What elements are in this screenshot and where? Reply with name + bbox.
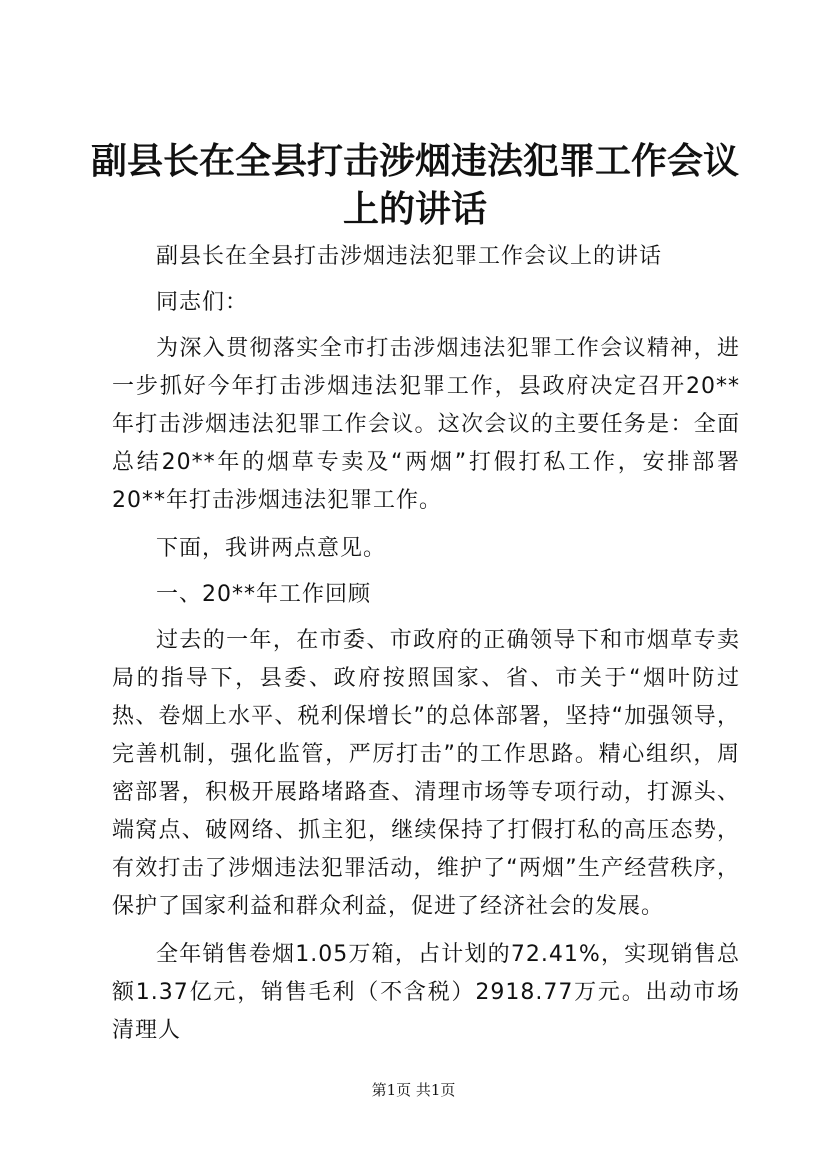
body-paragraph: 全年销售卷烟1.05万箱，占计划的72.41%，实现销售总额1.37亿元，销售毛利（不含税）2918.77万元。出动市场清理人	[112, 942, 740, 1043]
body-paragraph: 为深入贯彻落实全市打击涉烟违法犯罪工作会议精神，进一步抓好今年打击涉烟违法犯罪工作，县政府决定召开20**年打击涉烟违法犯罪工作会议。这次会议的主要任务是：全面总结20**年的烟草专卖及“两烟”打假打私工作，安排部署20**年打击涉烟违法犯罪工作。	[112, 336, 740, 513]
subtitle-paragraph: 副县长在全县打击涉烟违法犯罪工作会议上的讲话	[156, 244, 663, 269]
section-heading: 一、20**年工作回顾	[156, 582, 371, 607]
salutation-paragraph: 同志们：	[156, 290, 249, 315]
page-number-footer: 第1页 共1页	[371, 1081, 456, 1099]
document-body	[112, 238, 740, 1060]
document-title: 副县长在全县打击涉烟违法犯罪工作会议上的讲话	[90, 140, 739, 230]
body-paragraph: 过去的一年，在市委、市政府的正确领导下和市烟草专卖局的指导下，县委、政府按照国家、省、市关于“烟叶防过热、卷烟上水平、税利保增长”的总体部署，坚持“加强领导，完善机制，强化监管，严厉打击”的工作思路。精心组织，周密部署，积极开展路堵路查、清理市场等专项行动，打源头、端窝点、破网络、抓主犯，继续保持了打假打私的高压态势，有效打击了涉烟违法犯罪活动，维护了“两烟”生产经营秩序，保护了国家利益和群众利益，促进了经济社会的发展。	[112, 628, 741, 919]
body-paragraph: 下面，我讲两点意见。	[156, 536, 387, 561]
